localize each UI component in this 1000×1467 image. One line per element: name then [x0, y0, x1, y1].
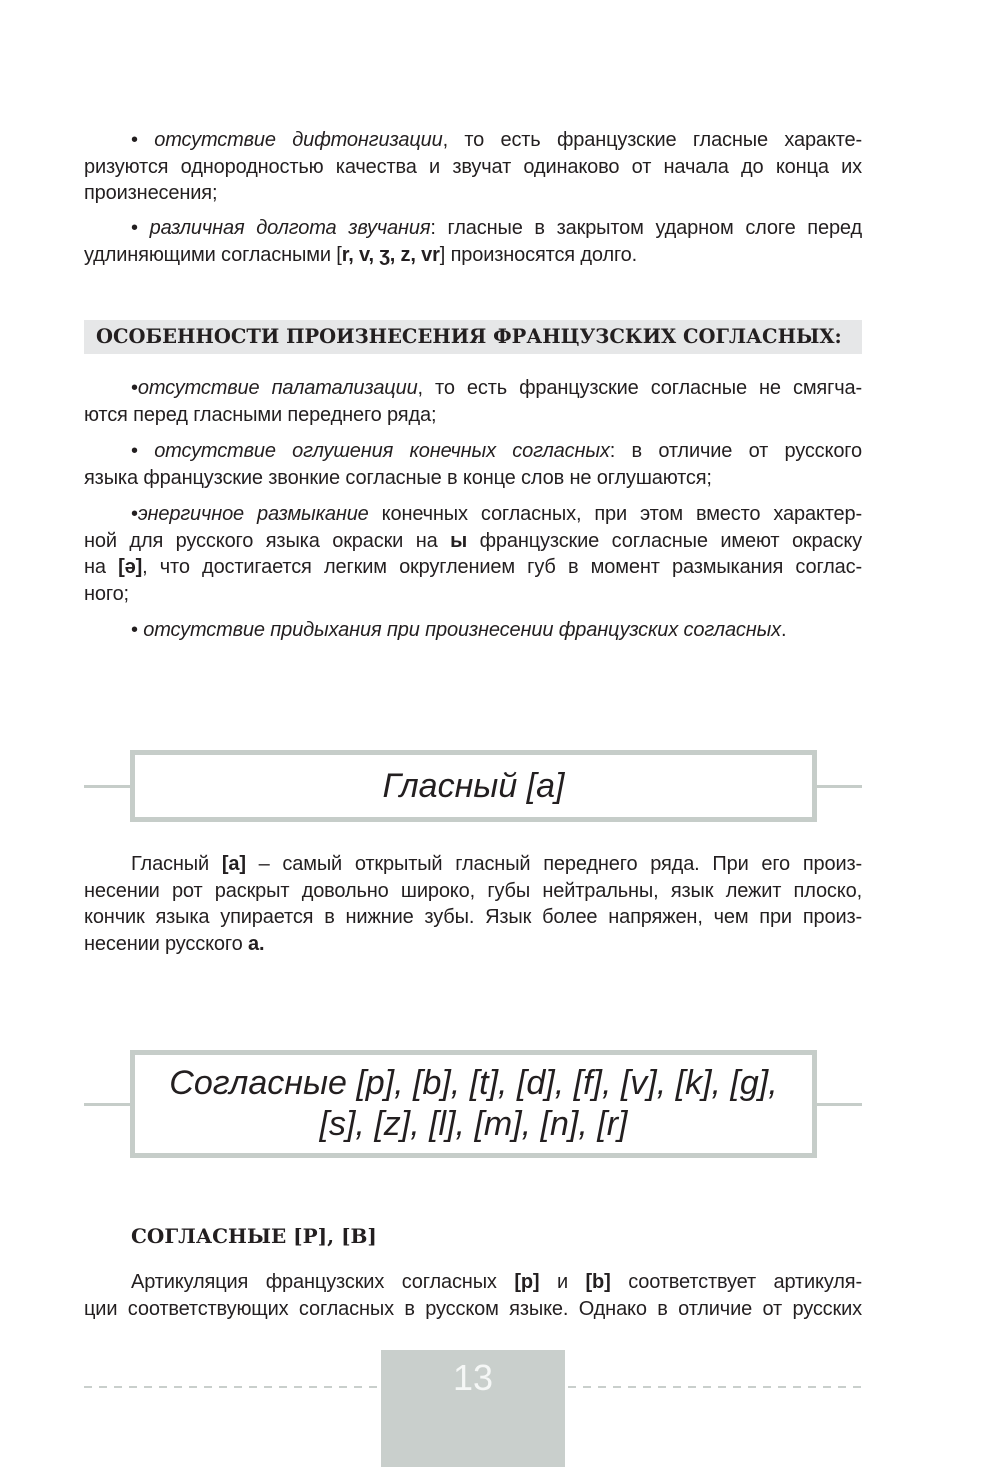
bullet: • [131, 503, 138, 525]
text-line [84, 528, 862, 555]
text: : гласные в закрытом ударном слоге перед [430, 217, 862, 239]
text-line [84, 501, 862, 528]
text-line [84, 242, 862, 269]
consonants-title-line2: [s], [z], [l], [m], [n], [r] [319, 1105, 628, 1143]
text: удлиняющими согласными [ [84, 243, 342, 266]
text: несении русского [84, 932, 248, 955]
consonants-title-line1: Согласные [p], [b], [t], [d], [f], [v], [k], [g], [169, 1064, 778, 1102]
text: , то есть французские гласные характе- [442, 129, 862, 151]
text: кончик языка упирается в нижние зубы. Язык более напряжен, чем при произ- [84, 906, 862, 928]
text-line [84, 180, 862, 207]
text-line [84, 581, 862, 608]
frame-rule-left [84, 1103, 130, 1106]
phonetic-symbol: [p] [514, 1271, 540, 1293]
vowel-trait-length [84, 215, 862, 268]
text-line [84, 554, 862, 581]
text: , то есть французские согласные не смягча- [417, 377, 862, 399]
vowel-a-title: Гласный [a] [382, 766, 565, 805]
term: энергичное размыкание [137, 503, 369, 525]
text: : в отличие от русского [609, 440, 862, 462]
text: французские согласные имеют окраску [467, 529, 862, 552]
pb-description [84, 1269, 862, 1322]
term: различная долгота звучания [149, 217, 431, 239]
text: конечных согласных, при этом вместо характер- [368, 503, 862, 525]
letter-highlight: а. [248, 932, 265, 955]
footer-dashed-rule-right [568, 1386, 862, 1388]
term: отсутствие оглушения конечных согласных [154, 440, 610, 462]
term: отсутствие дифтонгизации [154, 129, 443, 151]
text: ной для русского языка окраски на [84, 529, 451, 552]
text: на [84, 556, 119, 578]
bullet: • [131, 129, 155, 151]
footer-dashed-rule-left [84, 1386, 378, 1388]
term: отсутствие палатализации [137, 377, 418, 399]
text-line [84, 1269, 862, 1296]
text-line [84, 904, 862, 931]
bullet: • [131, 440, 155, 462]
text: ] произносятся долго. [439, 243, 638, 266]
bullet: • [131, 619, 144, 641]
phonetic-symbol: [a] [221, 853, 246, 875]
text-line [84, 438, 862, 465]
letter-highlight: ы [450, 529, 468, 552]
text: Артикуляция французских согласных [131, 1271, 515, 1293]
text-line [84, 617, 862, 644]
bullet: • [131, 377, 138, 399]
bullet: • [131, 217, 150, 239]
text-line [84, 154, 862, 181]
text: ции соответствующих согласных в русском языке. Однако в отличие от русских [84, 1297, 862, 1320]
text: Гласный [131, 853, 222, 875]
text: и [539, 1271, 586, 1293]
text-line [84, 931, 862, 958]
text: . [781, 619, 787, 641]
vowel-a-title-box [130, 750, 817, 822]
vowel-trait-diphthong [84, 127, 862, 207]
text: ются перед гласными переднего ряда; [84, 403, 437, 426]
page-number-box [381, 1350, 565, 1467]
text-line [84, 402, 862, 429]
text: соответствует артикуля- [610, 1271, 862, 1293]
consonant-trait-devoicing [84, 438, 862, 491]
text-line [84, 851, 862, 878]
text: языка французские звонкие согласные в конце слов не оглушаются; [84, 466, 712, 489]
text-line [84, 215, 862, 242]
text-line [84, 1296, 862, 1323]
text-line [84, 878, 862, 905]
subheading-pb: СОГЛАСНЫЕ [P], [B] [131, 1224, 377, 1248]
frame-rule-left [84, 785, 130, 788]
text: – самый открытый гласный переднего ряда. При его произ- [245, 853, 862, 875]
frame-rule-right [817, 1103, 862, 1106]
text: ного; [84, 582, 129, 605]
phonetic-symbol: [ə] [118, 556, 143, 578]
consonants-title-box [130, 1050, 817, 1158]
text-line [84, 375, 862, 402]
text: несении рот раскрыт довольно широко, губы нейтральны, язык лежит плоско, [84, 879, 862, 902]
consonant-trait-palatalization [84, 375, 862, 428]
text-line [84, 465, 862, 492]
section-heading-consonants: ОСОБЕННОСТИ ПРОИЗНЕСЕНИЯ ФРАНЦУЗСКИХ СОГЛАСНЫХ: [84, 320, 862, 354]
text: , что достигается легким округлением губ в момент размыкания соглас- [142, 556, 863, 578]
frame-rule-right [817, 785, 862, 788]
page-number: 13 [452, 1357, 494, 1398]
phonetic-symbol: [b] [585, 1271, 611, 1293]
text: произнесения; [84, 182, 218, 204]
phonetic-symbols: r, v, ʒ, z, vr [341, 243, 440, 266]
vowel-a-description [84, 851, 862, 957]
text: ризуются однородностью качества и звучат одинаково от начала до конца их [84, 155, 862, 178]
consonant-trait-release [84, 501, 862, 607]
term: отсутствие придыхания при произнесении французских согласных [143, 619, 782, 641]
text-line [84, 127, 862, 154]
consonant-trait-aspiration [84, 617, 862, 644]
